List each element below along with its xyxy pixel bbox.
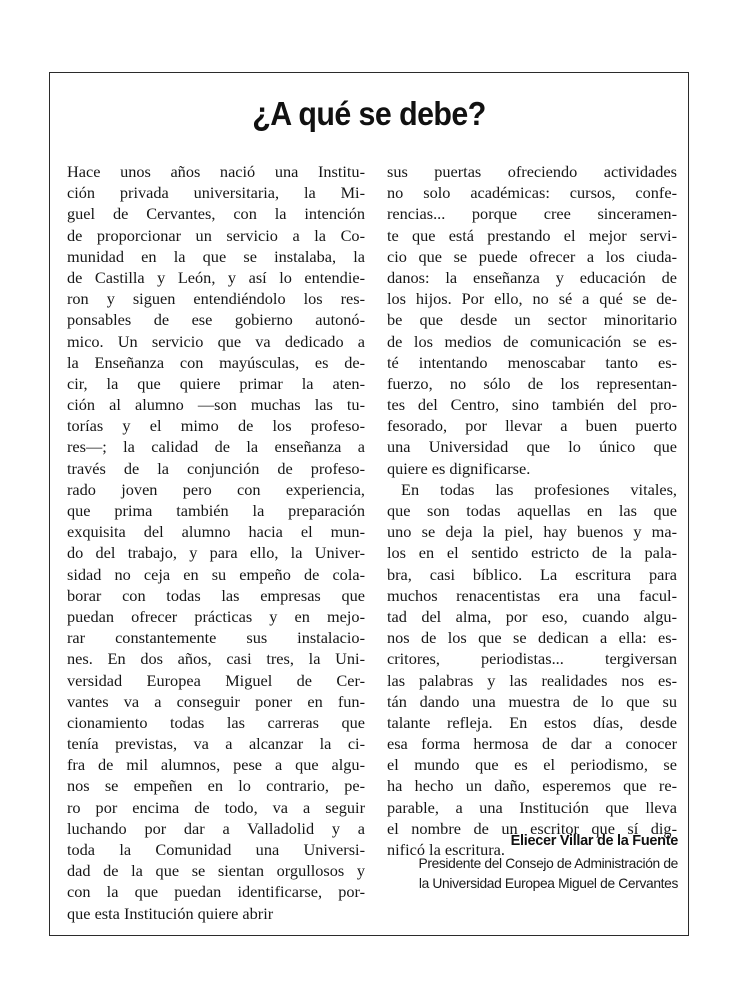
text-line: rencias... porque cree sinceramen- [387,204,677,224]
text-line: ponsables de ese gobierno autonó- [67,310,365,330]
text-line: la Enseñanza con mayúsculas, es de- [67,352,365,372]
text-line: mico. Un servicio que va dedicado a [67,331,365,351]
text-line: de Castilla y León, y así lo entendie- [67,267,365,287]
text-line: nos se empeñen en lo contrario, pe- [67,776,365,796]
text-line: ha hecho un daño, esperemos que re- [387,776,677,796]
text-line: guel de Cervantes, con la intención [67,204,365,224]
text-line: sus puertas ofreciendo actividades [387,162,677,181]
text-line: las palabras y las realidades nos es- [387,670,677,690]
text-line: una Universidad que lo único que [387,437,677,457]
text-line: ro por encima de todo, va a seguir [67,797,365,817]
text-line: cio que se puede ofrecer a los ciuda- [387,246,677,266]
text-line: de los medios de comunicación se es- [387,331,677,351]
text-line: los en el sentido estricto de la pala- [387,543,677,563]
text-line: critores, periodistas... tergiversan [387,649,677,669]
text-line: rado joven pero con experiencia, [67,479,365,499]
text-line: quiere es dignificarse. [387,458,531,478]
text-line: ción al alumno —son muchas las tu- [67,395,365,415]
author-name: Eliecer Villar de la Fuente [510,833,678,849]
text-line: que son todas aquellas en las que [387,501,677,520]
text-line: té intentando menoscabar tanto es- [387,352,677,372]
text-line: nificó la escritura. [387,840,505,859]
text-line: con la que puedan identificarse, por- [67,882,365,902]
author-role-line-2: la Universidad Europea Miguel de Cervantes [418,876,678,891]
article-title: ¿A qué se debe? [252,95,486,132]
text-line: el nombre de un escritor que sí dig- [387,818,677,838]
text-line: munidad en la que se instalaba, la [67,246,365,266]
text-line: tán dando una muestra de lo que su [387,691,677,711]
text-line: esa forma hermosa de dar a conocer [387,734,677,754]
text-line: res—; la calidad de la enseñanza a [67,437,365,457]
text-line: cionamiento todas las carreras que [67,712,365,732]
text-line: que prima también la preparación [67,501,365,520]
text-line: parable, a una Institución que lleva [387,797,677,817]
text-line: no solo académicas: cursos, confe- [387,183,677,203]
text-line: tad del alma, por eso, cuando algu- [387,606,677,626]
left-column [67,161,365,924]
text-line: ción privada universitaria, la Mi- [67,183,365,203]
article-box [49,72,689,936]
text-line: En todas las profesiones vitales, [401,479,677,499]
text-line: tes del Centro, sino también del pro- [387,395,677,415]
text-line: ron y siguen entendiéndolo los res- [67,289,365,309]
right-column [387,161,677,860]
text-line: vantes va a conseguir poner en fun- [67,691,365,711]
text-line: los hijos. Por ello, no sé a qué se de- [387,289,677,309]
text-line: fesorado, por llevar a buen puerto [387,416,677,436]
text-line: danos: la enseñanza y educación de [387,267,677,287]
text-line: el mundo que es el periodismo, se [387,755,677,775]
text-line: fuerzo, no sólo de los representan- [387,373,677,393]
text-line: bra, casi bíblico. La escritura para [387,564,677,584]
text-line: nos de los que se dedican a ella: es- [387,628,677,648]
text-line: de proporcionar un servicio a la Co- [67,225,365,245]
text-line: talante refleja. En estos días, desde [387,712,677,732]
text-line: te que está prestando el mejor servi- [387,225,677,245]
text-line: exquisita del alumno hacia el mun- [67,522,365,542]
text-line: través de la conjunción de profeso- [67,458,365,478]
text-line: Hace unos años nació una Institu- [67,162,365,181]
text-line: tenía previstas, va a alcanzar la ci- [67,734,365,754]
text-line: uno se deja la piel, hay buenos y ma- [387,522,677,542]
text-line: muchos renacentistas era una facul- [387,585,677,605]
text-line: luchando por dar a Valladolid y a [67,818,365,838]
text-line: rar constantemente sus instalacio- [67,628,365,648]
author-role-line-1: Presidente del Consejo de Administración de [418,856,678,871]
text-line: dad de la que se sientan orgullosos y [67,861,365,881]
text-line: nes. En dos años, casi tres, la Uni- [67,649,365,669]
text-line: puedan ofrecer prácticas y en mejo- [67,606,365,626]
text-line: versidad Europea Miguel de Cer- [67,670,365,690]
text-line: cir, la que quiere primar la aten- [67,373,365,393]
text-line: toda la Comunidad una Universi- [67,840,365,859]
text-line: sidad no ceja en su empeño de cola- [67,564,365,584]
text-line: fra de mil alumnos, pese a que algu- [67,755,365,775]
text-line: torías y el mimo de los profeso- [67,416,365,436]
text-line: borar con todas las empresas que [67,585,365,605]
text-line: be que desde un sector minoritario [387,310,677,330]
text-line: que esta Institución quiere abrir [67,903,274,923]
text-line: do del trabajo, y para ello, la Univer- [67,543,365,563]
